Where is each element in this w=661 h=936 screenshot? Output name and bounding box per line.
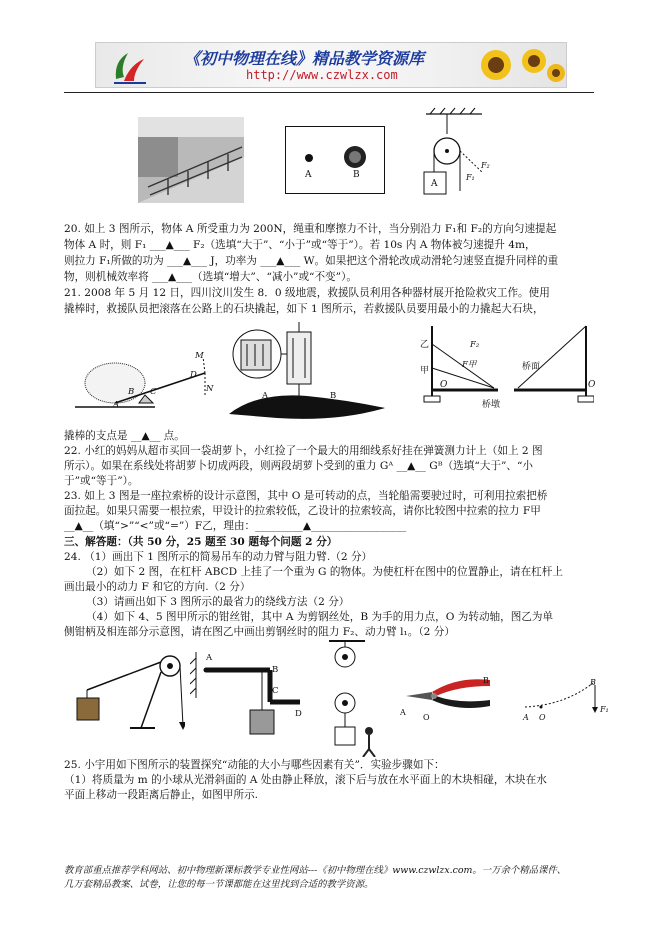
hole-label-b: B <box>353 170 360 180</box>
header-title: 《初中物理在线》精品教学资源库 <box>184 49 425 68</box>
q23-line3: __▲__（填“>”“<”或“=”）F乙，理由：_________▲__________________ <box>64 520 407 532</box>
bridge-jia-label: 甲 <box>420 366 430 376</box>
spring-scale-figure <box>217 322 387 420</box>
header-rule <box>64 92 594 93</box>
q20-line1: 20. 如上 3 图所示，物体 A 所受重力为 200N，绳重和摩擦力不计，当分别沿力 F₁和 F₂的方向匀速提起 <box>64 223 557 235</box>
pulley-f1-label: F₁ <box>466 173 475 182</box>
q20-line3: 则拉力 F₁所做的功为 ___▲___ J，功率为 ___▲___ W。如果把这个滑轮改成动滑轮匀速竖直提升同样的重 <box>64 255 559 267</box>
q22-line2: 所示）。如果在系线处将胡萝卜切成两段，则两段胡萝卜受到的重力 Gᴬ __▲__ Gᴮ（选填“大于”、“小 <box>64 460 533 472</box>
q20-line2: 物体 A 时，则 F₁ ___▲___ F₂（选填“大于”、“小于”或“等于”）。若 10s 内 A 物体被匀速提升 4m， <box>64 239 536 251</box>
q23-line1: 23. 如上 3 图是一座拉索桥的设计示意图，其中 O 是可转动的点，当轮船需要驶过时，可利用拉索把桥 <box>64 490 548 502</box>
section3-title: 三、解答题：（共 50 分，25 题至 30 题每个问题 2 分） <box>64 536 338 548</box>
bridge-figure <box>418 322 594 414</box>
header-url[interactable]: http://www.czwlzx.com <box>246 68 398 82</box>
bridge-fz-label: F₂ <box>470 340 480 350</box>
lever-d-label: D <box>295 709 302 719</box>
q25-line2: （1）将质量为 m 的小球从光滑斜面的 A 处由静止释放，滚下后与放在水平面上的木块相碰，木块在水 <box>64 774 547 786</box>
bridge-pier-label: 桥墩 <box>482 400 501 410</box>
side-b-label: B <box>590 678 596 687</box>
ramp-photo <box>138 117 244 203</box>
pulley-f2-label: F₂ <box>481 161 490 170</box>
hole-label-a: A <box>305 170 312 180</box>
q24-line1: 24. （1）画出下 1 图所示的简易吊车的动力臂与阻力臂.（2 分） <box>64 551 373 563</box>
pliers-figure <box>398 670 493 720</box>
side-a-label: A <box>523 713 529 722</box>
side-o-label: O <box>539 713 546 722</box>
carrot-a-label: A <box>262 391 269 401</box>
sunflower-icon <box>466 43 566 88</box>
crowbar-n-label: N <box>206 384 214 394</box>
q22-line3: 于”或“等于”）。 <box>64 475 139 487</box>
pulley-weight-label: A <box>431 179 438 189</box>
pliers-o-label: O <box>423 713 430 722</box>
footer-line2: 几万套精品教案、试卷，让您的每一节课都能在这里找到合适的教学资源。 <box>64 879 374 890</box>
bridge-deck-label: 桥面 <box>522 362 541 372</box>
pulley-block-figure <box>325 637 385 757</box>
q25-line1: 25. 小宇用如下图所示的装置探究“动能的大小与哪些因素有关”．实验步骤如下： <box>64 759 445 771</box>
lever-b-label: B <box>272 665 279 675</box>
q21-line1: 21. 2008 年 5 月 12 日，四川汶川发生 8．0 级地震，救援队员利用各种器材展开抢险救灾工作。使用 <box>64 287 550 299</box>
q24-line5: （4）如下 4、5 图甲所示的钳丝钳，其中 A 为剪钢丝处，B 为手的用力点，O 为转动轴，图乙为单 <box>86 611 554 623</box>
pliers-b-label: B <box>483 676 489 685</box>
q24-line3: 画出最小的动力 F 和它的方向.（2 分） <box>64 581 251 593</box>
q25-line3: 平面上移动一段距离后静止，如图甲所示. <box>64 789 259 801</box>
header-banner <box>95 42 567 88</box>
q21-line3: 撬棒的支点是 __▲__ 点。 <box>64 430 185 442</box>
crane-figure <box>75 650 185 732</box>
q24-line2: （2）如下 2 图，在杠杆 ABCD 上挂了一个重为 G 的物体。为使杠杆在图中的位置静止，请在杠杆上 <box>86 566 563 578</box>
pliers-a-label: A <box>400 708 406 717</box>
lever-c-label: C <box>272 686 279 696</box>
crowbar-c-label: C <box>150 387 157 397</box>
crowbar-a-label: A <box>113 400 120 410</box>
q24-line4: （3）请画出如下 3 图所示的最省力的绕线方法（2 分） <box>86 596 350 608</box>
carrot-b-label: B <box>330 391 337 401</box>
crowbar-d-label: D <box>190 370 197 380</box>
bridge-yi-label: 乙 <box>420 340 430 350</box>
side-f1-label: F₁ <box>600 705 609 714</box>
holes-figure <box>285 126 385 194</box>
q21-line2: 撬棒时，救援队员把滚落在公路上的石块撬起，如下 1 图所示，若救援队员要用最小的力撬起大石块， <box>64 303 544 315</box>
crowbar-m-label: M <box>195 351 204 361</box>
footer-line1: 教育部重点推荐学科网站、初中物理新课标教学专业性网站---《初中物理在线》www.czwlzx.com。一万余个精品课件、 <box>64 865 567 876</box>
q24-line6: 侧钳柄及相连部分示意图，请在图乙中画出剪钢丝时的阻力 F₂、动力臂 l₁。（2 分） <box>64 626 455 638</box>
q23-line2: 面拉起。如果只需要一根拉索，甲设计的拉索较低，乙设计的拉索较高，请你比较图中拉索的拉力 F甲 <box>64 505 541 517</box>
bridge-o2-label: O <box>588 380 596 390</box>
bridge-fj-label: F甲 <box>462 360 477 370</box>
bridge-o1-label: O <box>440 380 448 390</box>
q22-line1: 22. 小红的妈妈从超市买回一袋胡萝卜，小红捡了一个最大的用细线系好挂在弹簧测力计上（如上 2 图 <box>64 445 543 457</box>
site-logo <box>110 47 150 85</box>
crowbar-b-label: B <box>128 387 135 397</box>
q20-line4: 物，则机械效率将 ___▲___（选填“增大”、“减小”或“不变”）。 <box>64 271 357 283</box>
lever-a-label: A <box>206 653 213 663</box>
